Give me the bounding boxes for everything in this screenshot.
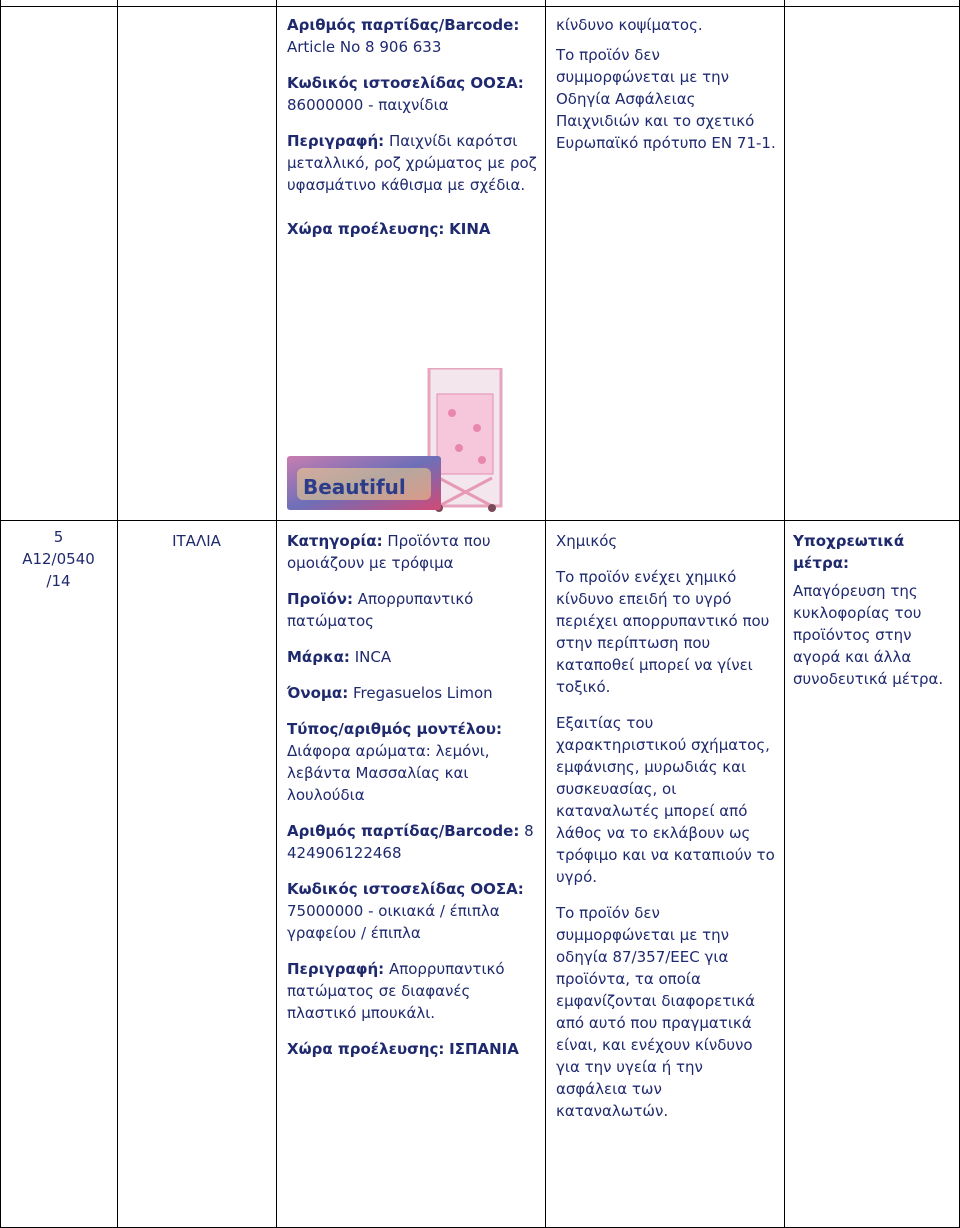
risk-type: Χημικός — [556, 532, 618, 550]
table-divider — [784, 0, 785, 1228]
oecd-value: 75000000 - οικιακά / έπιπλα γραφείου / έπιπλα — [287, 902, 500, 942]
oecd-value: 86000000 - παιχνίδια — [287, 96, 449, 114]
table-divider — [545, 0, 546, 1228]
risk-line: κίνδυνο κοψίματος. — [556, 16, 703, 34]
model-label: Τύπος/αριθμός μοντέλου: — [287, 720, 502, 738]
batch-label: Αριθμός παρτίδας/Barcode: — [287, 822, 520, 840]
row-divider — [0, 520, 960, 521]
product-details-cell — [287, 14, 537, 240]
table-divider — [117, 0, 118, 1228]
measures-value: Απαγόρευση της κυκλοφορίας του προϊόντος στην αγορά και άλλα συνοδευτικά μέτρα. — [793, 582, 944, 688]
notifying-country-cell — [117, 530, 276, 552]
alert-number-cell — [0, 526, 117, 592]
notifying-country: ΙΤΑΛΙΑ — [172, 532, 221, 550]
product-photo — [287, 368, 530, 513]
brand-value: INCA — [354, 648, 392, 666]
measures-cell — [793, 530, 953, 690]
compliance-text: Το προϊόν δεν συμμορφώνεται με την Οδηγία Ασφάλειας Παιχνιδιών και το σχετικό Ευρωπαϊκό πρότυπο EN 71-1. — [556, 46, 776, 152]
batch-value: 8 424906122468 — [287, 822, 534, 862]
measures-label: Υποχρεωτικά μέτρα: — [793, 532, 905, 572]
risk-description: Το προϊόν ενέχει χημικό κίνδυνο επειδή το υγρό περιέχει απορρυπαντικό που στην περίπτωση που καταποθεί μπορεί να γίνει τοξικό. — [556, 568, 770, 696]
table-border-top — [0, 6, 960, 7]
table-border-left — [0, 0, 1, 1228]
model-value: Διάφορα αρώματα: λεμόνι, λεβάντα Μασσαλίας και λουλούδια — [287, 742, 490, 804]
product-value: Απορρυπαντικό πατώματος — [287, 590, 474, 630]
oecd-label: Κωδικός ιστοσελίδας ΟΟΣΑ: — [287, 74, 524, 92]
oecd-label: Κωδικός ιστοσελίδας ΟΟΣΑ: — [287, 880, 524, 898]
origin-value: ΙΣΠΑΝΙΑ — [449, 1040, 519, 1058]
description-label: Περιγραφή: — [287, 960, 385, 978]
table-divider — [276, 0, 277, 1228]
description-value: Παιχνίδι καρότσι μεταλλικό, ροζ χρώματος με ροζ υφασμάτινο κάθισμα με σχέδια. — [287, 132, 537, 194]
name-value: Fregasuelos Limon — [353, 684, 493, 702]
alert-reference: A12/0540 /14 — [22, 550, 95, 590]
origin-value: ΚΙΝΑ — [449, 220, 491, 238]
name-label: Όνομα: — [287, 684, 349, 702]
brand-label: Μάρκα: — [287, 648, 350, 666]
product-label: Προϊόν: — [287, 590, 353, 608]
origin-label: Χώρα προέλευσης: — [287, 220, 445, 238]
batch-label: Αριθμός παρτίδας/Barcode: — [287, 16, 520, 34]
compliance-text: Το προϊόν δεν συμμορφώνεται με την οδηγία 87/357/EEC για προϊόντα, τα οποία εμφανίζονται διαφορετικά από αυτό που πραγματικά είναι, και ενέχουν κίνδυνο για την υγεία ή την ασφάλεια των καταναλωτών. — [556, 904, 756, 1120]
risk-cell — [556, 530, 778, 1122]
box-logo-text: Beautiful — [303, 475, 406, 499]
category-label: Κατηγορία: — [287, 532, 383, 550]
product-details-cell — [287, 530, 537, 1060]
risk-cell-top — [556, 14, 776, 154]
description-value: Απορρυπαντικό πατώματος σε διαφανές πλαστικό μπουκάλι. — [287, 960, 505, 1022]
category-value: Προϊόντα που ομοιάζουν με τρόφιμα — [287, 532, 491, 572]
description-label: Περιγραφή: — [287, 132, 385, 150]
batch-value: Article No 8 906 633 — [287, 38, 442, 56]
risk-explanation: Εξαιτίας του χαρακτηριστικού σχήματος, εμφάνισης, μυρωδιάς και συσκευασίας, οι καταναλωτές μπορεί από λάθος να το εκλάβουν ως τρόφιμο και να καταπιούν το υγρό. — [556, 714, 775, 886]
origin-label: Χώρα προέλευσης: — [287, 1040, 445, 1058]
alert-number: 5 — [53, 528, 64, 546]
